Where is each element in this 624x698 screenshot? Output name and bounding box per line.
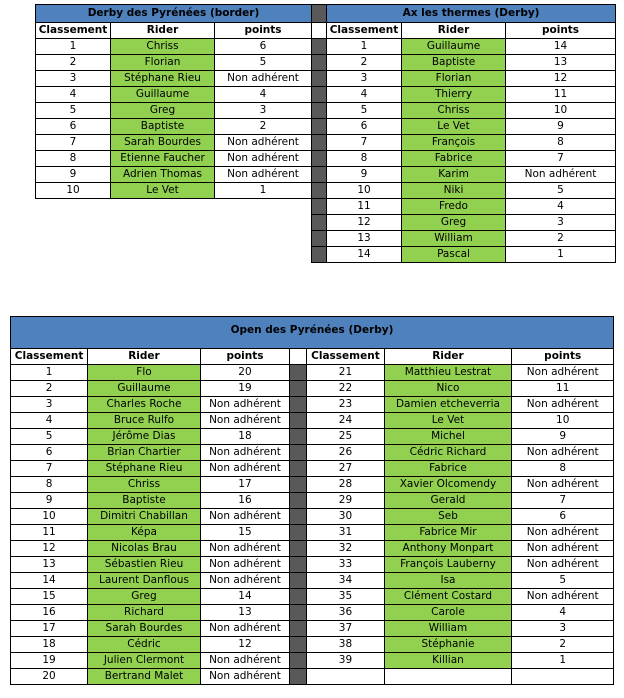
column-separator bbox=[312, 23, 327, 39]
table-row bbox=[11, 509, 614, 525]
rider-cell: Adrien Thomas bbox=[111, 167, 215, 183]
rank-cell: 9 bbox=[36, 167, 111, 183]
rider-cell: Chriss bbox=[111, 39, 215, 55]
table-row bbox=[11, 397, 614, 413]
empty-cell bbox=[111, 231, 215, 247]
column-separator bbox=[312, 199, 327, 215]
col-header-rider: Rider bbox=[384, 349, 512, 365]
column-separator bbox=[290, 477, 307, 493]
points-cell: Non adhérent bbox=[215, 71, 312, 87]
rank-cell: 5 bbox=[36, 103, 111, 119]
rider-cell: Fredo bbox=[402, 199, 506, 215]
rank-cell: 36 bbox=[307, 605, 384, 621]
points-cell: 13 bbox=[506, 55, 616, 71]
rider-cell: Florian bbox=[402, 71, 506, 87]
points-cell: Non adhérent bbox=[200, 509, 289, 525]
rank-cell: 22 bbox=[307, 381, 384, 397]
points-cell: Non adhérent bbox=[215, 167, 312, 183]
rank-cell: 39 bbox=[307, 653, 384, 669]
rank-cell: 13 bbox=[327, 231, 402, 247]
empty-cell bbox=[215, 231, 312, 247]
rank-cell: 4 bbox=[11, 413, 88, 429]
table-row bbox=[36, 39, 616, 55]
points-cell: 3 bbox=[215, 103, 312, 119]
rank-cell: 17 bbox=[11, 621, 88, 637]
rank-cell: 18 bbox=[11, 637, 88, 653]
points-cell: Non adhérent bbox=[512, 541, 614, 557]
points-cell: 8 bbox=[512, 461, 614, 477]
rank-cell: 8 bbox=[36, 151, 111, 167]
column-separator bbox=[290, 525, 307, 541]
empty-cell bbox=[384, 669, 512, 685]
rank-cell: 14 bbox=[11, 573, 88, 589]
rider-cell: Le Vet bbox=[384, 413, 512, 429]
empty-cell bbox=[36, 199, 111, 215]
rider-cell: Thierry bbox=[402, 87, 506, 103]
rank-cell: 7 bbox=[11, 461, 88, 477]
open-derby-title: Open des Pyrénées (Derby) bbox=[11, 317, 614, 349]
table-row bbox=[36, 215, 616, 231]
table-row bbox=[36, 71, 616, 87]
table-row bbox=[36, 231, 616, 247]
points-cell: 5 bbox=[215, 55, 312, 71]
empty-cell bbox=[111, 215, 215, 231]
rider-cell: Chriss bbox=[402, 103, 506, 119]
points-cell: 11 bbox=[512, 381, 614, 397]
column-separator bbox=[290, 605, 307, 621]
col-header-points: points bbox=[506, 23, 616, 39]
col-header-classement: Classement bbox=[327, 23, 402, 39]
rider-cell: Isa bbox=[384, 573, 512, 589]
rider-cell: Nicolas Brau bbox=[88, 541, 201, 557]
table-row bbox=[36, 167, 616, 183]
rider-cell: Xavier Olcomendy bbox=[384, 477, 512, 493]
column-separator bbox=[290, 621, 307, 637]
table-row bbox=[36, 135, 616, 151]
points-cell: Non adhérent bbox=[200, 557, 289, 573]
table-row bbox=[11, 477, 614, 493]
table-row bbox=[11, 541, 614, 557]
column-separator bbox=[290, 509, 307, 525]
points-cell: 3 bbox=[506, 215, 616, 231]
rank-cell: 19 bbox=[11, 653, 88, 669]
col-header-points: points bbox=[200, 349, 289, 365]
rank-cell: 3 bbox=[36, 71, 111, 87]
ax-derby-title: Ax les thermes (Derby) bbox=[327, 5, 616, 23]
empty-cell bbox=[307, 669, 384, 685]
points-cell: Non adhérent bbox=[200, 669, 289, 685]
col-header-classement: Classement bbox=[36, 23, 111, 39]
rider-cell: Stéphane Rieu bbox=[88, 461, 201, 477]
column-separator bbox=[312, 135, 327, 151]
rider-cell: Le Vet bbox=[402, 119, 506, 135]
rank-cell: 37 bbox=[307, 621, 384, 637]
empty-cell bbox=[215, 247, 312, 263]
column-separator bbox=[290, 637, 307, 653]
rank-cell: 13 bbox=[11, 557, 88, 573]
table-row bbox=[11, 381, 614, 397]
rider-cell: Bertrand Malet bbox=[88, 669, 201, 685]
rider-cell: Fabrice bbox=[402, 151, 506, 167]
points-cell: 13 bbox=[200, 605, 289, 621]
points-cell: 16 bbox=[200, 493, 289, 509]
points-cell: Non adhérent bbox=[512, 365, 614, 381]
rider-cell: François Lauberny bbox=[384, 557, 512, 573]
rank-cell: 24 bbox=[307, 413, 384, 429]
points-cell: 11 bbox=[506, 87, 616, 103]
rank-cell: 28 bbox=[307, 477, 384, 493]
rider-cell: Guillaume bbox=[111, 87, 215, 103]
rank-cell: 8 bbox=[11, 477, 88, 493]
table-row bbox=[11, 429, 614, 445]
rank-cell: 21 bbox=[307, 365, 384, 381]
rank-cell: 11 bbox=[327, 199, 402, 215]
table-row bbox=[11, 461, 614, 477]
rank-cell: 30 bbox=[307, 509, 384, 525]
points-cell: 14 bbox=[200, 589, 289, 605]
rider-cell: Clément Costard bbox=[384, 589, 512, 605]
table-row bbox=[36, 55, 616, 71]
points-cell: 3 bbox=[512, 621, 614, 637]
rider-cell: Jérôme Dias bbox=[88, 429, 201, 445]
points-cell: Non adhérent bbox=[200, 397, 289, 413]
rider-cell: Greg bbox=[111, 103, 215, 119]
rank-cell: 3 bbox=[11, 397, 88, 413]
column-separator bbox=[290, 349, 307, 365]
rider-cell: Dimitri Chabillan bbox=[88, 509, 201, 525]
points-cell: 2 bbox=[512, 637, 614, 653]
rank-cell: 8 bbox=[327, 151, 402, 167]
points-cell: 6 bbox=[215, 39, 312, 55]
column-separator bbox=[290, 429, 307, 445]
rider-cell: Guillaume bbox=[88, 381, 201, 397]
points-cell: Non adhérent bbox=[512, 557, 614, 573]
points-cell: 7 bbox=[506, 151, 616, 167]
rider-cell: Stéphanie bbox=[384, 637, 512, 653]
points-cell: 4 bbox=[215, 87, 312, 103]
column-separator bbox=[312, 215, 327, 231]
column-separator bbox=[312, 55, 327, 71]
rank-cell: 2 bbox=[11, 381, 88, 397]
column-separator bbox=[312, 231, 327, 247]
table-row bbox=[11, 413, 614, 429]
rank-cell: 5 bbox=[327, 103, 402, 119]
rank-cell: 16 bbox=[11, 605, 88, 621]
column-separator bbox=[290, 557, 307, 573]
empty-cell bbox=[36, 215, 111, 231]
rider-cell: Bruce Rulfo bbox=[88, 413, 201, 429]
rank-cell: 26 bbox=[307, 445, 384, 461]
rider-cell: Niki bbox=[402, 183, 506, 199]
table-row bbox=[11, 637, 614, 653]
col-header-points: points bbox=[512, 349, 614, 365]
points-cell: 17 bbox=[200, 477, 289, 493]
rank-cell: 6 bbox=[11, 445, 88, 461]
rider-cell: William bbox=[384, 621, 512, 637]
rank-cell: 4 bbox=[327, 87, 402, 103]
column-separator bbox=[312, 5, 327, 23]
points-cell: 10 bbox=[506, 103, 616, 119]
rank-cell: 23 bbox=[307, 397, 384, 413]
points-cell: Non adhérent bbox=[512, 477, 614, 493]
table-row bbox=[36, 87, 616, 103]
rider-cell: Sarah Bourdes bbox=[88, 621, 201, 637]
rider-cell: Képa bbox=[88, 525, 201, 541]
rider-cell: Flo bbox=[88, 365, 201, 381]
rank-cell: 14 bbox=[327, 247, 402, 263]
rider-cell: Le Vet bbox=[111, 183, 215, 199]
rider-cell: Guillaume bbox=[402, 39, 506, 55]
column-separator bbox=[290, 669, 307, 685]
table-row bbox=[11, 589, 614, 605]
table-row bbox=[36, 103, 616, 119]
points-cell: 1 bbox=[215, 183, 312, 199]
open-results-table bbox=[10, 316, 614, 685]
rider-cell: William bbox=[402, 231, 506, 247]
points-cell: Non adhérent bbox=[200, 541, 289, 557]
table-row bbox=[36, 199, 616, 215]
rank-cell: 33 bbox=[307, 557, 384, 573]
column-separator bbox=[312, 167, 327, 183]
table-row bbox=[36, 183, 616, 199]
table-row bbox=[11, 365, 614, 381]
points-cell: 2 bbox=[215, 119, 312, 135]
column-separator bbox=[290, 653, 307, 669]
rank-cell: 7 bbox=[327, 135, 402, 151]
rider-cell: Seb bbox=[384, 509, 512, 525]
table-row bbox=[11, 605, 614, 621]
column-separator bbox=[290, 573, 307, 589]
points-cell: 20 bbox=[200, 365, 289, 381]
rider-cell: Etienne Faucher bbox=[111, 151, 215, 167]
column-separator bbox=[290, 461, 307, 477]
points-cell: Non adhérent bbox=[200, 461, 289, 477]
rider-cell: Julien Clermont bbox=[88, 653, 201, 669]
points-cell: Non adhérent bbox=[200, 653, 289, 669]
column-separator bbox=[312, 87, 327, 103]
col-header-rider: Rider bbox=[88, 349, 201, 365]
column-separator bbox=[312, 151, 327, 167]
points-cell: Non adhérent bbox=[200, 445, 289, 461]
rank-cell: 32 bbox=[307, 541, 384, 557]
rank-cell: 1 bbox=[36, 39, 111, 55]
table-row bbox=[11, 445, 614, 461]
rider-cell: Michel bbox=[384, 429, 512, 445]
points-cell: 4 bbox=[506, 199, 616, 215]
rank-cell: 2 bbox=[36, 55, 111, 71]
rider-cell: François bbox=[402, 135, 506, 151]
empty-cell bbox=[512, 669, 614, 685]
rider-cell: Richard bbox=[88, 605, 201, 621]
points-cell: 12 bbox=[506, 71, 616, 87]
rank-cell: 15 bbox=[11, 589, 88, 605]
empty-cell bbox=[215, 199, 312, 215]
rider-cell: Karim bbox=[402, 167, 506, 183]
rank-cell: 10 bbox=[11, 509, 88, 525]
rider-cell: Charles Roche bbox=[88, 397, 201, 413]
col-header-rider: Rider bbox=[402, 23, 506, 39]
table-row bbox=[11, 653, 614, 669]
points-cell: Non adhérent bbox=[512, 525, 614, 541]
points-cell: 14 bbox=[506, 39, 616, 55]
points-cell: Non adhérent bbox=[200, 413, 289, 429]
points-cell: 7 bbox=[512, 493, 614, 509]
rank-cell: 5 bbox=[11, 429, 88, 445]
rider-cell: Cédric Richard bbox=[384, 445, 512, 461]
table-row bbox=[11, 669, 614, 685]
rider-cell: Sarah Bourdes bbox=[111, 135, 215, 151]
rank-cell: 2 bbox=[327, 55, 402, 71]
points-cell: 2 bbox=[506, 231, 616, 247]
points-cell: 4 bbox=[512, 605, 614, 621]
table-row bbox=[11, 573, 614, 589]
column-separator bbox=[312, 39, 327, 55]
table-row bbox=[36, 247, 616, 263]
rank-cell: 6 bbox=[327, 119, 402, 135]
rider-cell: Chriss bbox=[88, 477, 201, 493]
rank-cell: 6 bbox=[36, 119, 111, 135]
empty-cell bbox=[36, 231, 111, 247]
rider-cell: Fabrice Mir bbox=[384, 525, 512, 541]
rider-cell: Gerald bbox=[384, 493, 512, 509]
rank-cell: 10 bbox=[36, 183, 111, 199]
rank-cell: 12 bbox=[11, 541, 88, 557]
table-row bbox=[36, 151, 616, 167]
rider-cell: Carole bbox=[384, 605, 512, 621]
points-cell: 1 bbox=[506, 247, 616, 263]
empty-cell bbox=[111, 199, 215, 215]
rider-cell: Stéphane Rieu bbox=[111, 71, 215, 87]
column-separator bbox=[290, 541, 307, 557]
empty-cell bbox=[215, 215, 312, 231]
points-cell: 19 bbox=[200, 381, 289, 397]
rank-cell: 27 bbox=[307, 461, 384, 477]
table-row bbox=[36, 119, 616, 135]
rider-cell: Baptiste bbox=[88, 493, 201, 509]
rank-cell: 20 bbox=[11, 669, 88, 685]
column-separator bbox=[312, 119, 327, 135]
rank-cell: 12 bbox=[327, 215, 402, 231]
table-row bbox=[11, 525, 614, 541]
rank-cell: 9 bbox=[327, 167, 402, 183]
rank-cell: 1 bbox=[327, 39, 402, 55]
points-cell: 6 bbox=[512, 509, 614, 525]
rider-cell: Damien etcheverria bbox=[384, 397, 512, 413]
rank-cell: 31 bbox=[307, 525, 384, 541]
rider-cell: Killian bbox=[384, 653, 512, 669]
column-separator bbox=[312, 183, 327, 199]
rider-cell: Florian bbox=[111, 55, 215, 71]
rank-cell: 29 bbox=[307, 493, 384, 509]
derby-border-title: Derby des Pyrénées (border) bbox=[36, 5, 312, 23]
points-cell: 5 bbox=[506, 183, 616, 199]
points-cell: Non adhérent bbox=[215, 135, 312, 151]
rider-cell: Greg bbox=[88, 589, 201, 605]
col-header-rider: Rider bbox=[111, 23, 215, 39]
empty-cell bbox=[111, 247, 215, 263]
column-separator bbox=[290, 381, 307, 397]
col-header-classement: Classement bbox=[11, 349, 88, 365]
points-cell: 18 bbox=[200, 429, 289, 445]
rider-cell: Matthieu Lestrat bbox=[384, 365, 512, 381]
rank-cell: 38 bbox=[307, 637, 384, 653]
points-cell: 8 bbox=[506, 135, 616, 151]
rank-cell: 10 bbox=[327, 183, 402, 199]
rider-cell: Brian Chartier bbox=[88, 445, 201, 461]
empty-cell bbox=[36, 247, 111, 263]
table-row bbox=[11, 557, 614, 573]
rank-cell: 25 bbox=[307, 429, 384, 445]
rank-cell: 34 bbox=[307, 573, 384, 589]
points-cell: Non adhérent bbox=[512, 445, 614, 461]
table-row bbox=[11, 493, 614, 509]
points-cell: Non adhérent bbox=[200, 573, 289, 589]
rank-cell: 35 bbox=[307, 589, 384, 605]
rider-cell: Anthony Monpart bbox=[384, 541, 512, 557]
column-separator bbox=[290, 365, 307, 381]
column-separator bbox=[290, 493, 307, 509]
points-cell: 15 bbox=[200, 525, 289, 541]
points-cell: Non adhérent bbox=[512, 589, 614, 605]
rider-cell: Sébastien Rieu bbox=[88, 557, 201, 573]
rider-cell: Baptiste bbox=[402, 55, 506, 71]
rider-cell: Laurent Danflous bbox=[88, 573, 201, 589]
points-cell: 10 bbox=[512, 413, 614, 429]
points-cell: 9 bbox=[506, 119, 616, 135]
rider-cell: Nico bbox=[384, 381, 512, 397]
points-cell: 5 bbox=[512, 573, 614, 589]
points-cell: Non adhérent bbox=[200, 621, 289, 637]
rank-cell: 11 bbox=[11, 525, 88, 541]
column-separator bbox=[312, 71, 327, 87]
top-results-table bbox=[35, 4, 616, 263]
points-cell: 12 bbox=[200, 637, 289, 653]
points-cell: Non adhérent bbox=[506, 167, 616, 183]
column-separator bbox=[290, 413, 307, 429]
rider-cell: Pascal bbox=[402, 247, 506, 263]
column-separator bbox=[290, 589, 307, 605]
col-header-classement: Classement bbox=[307, 349, 384, 365]
points-cell: Non adhérent bbox=[215, 151, 312, 167]
rider-cell: Greg bbox=[402, 215, 506, 231]
rank-cell: 7 bbox=[36, 135, 111, 151]
column-separator bbox=[312, 247, 327, 263]
points-cell: Non adhérent bbox=[512, 397, 614, 413]
col-header-points: points bbox=[215, 23, 312, 39]
points-cell: 1 bbox=[512, 653, 614, 669]
table-row bbox=[11, 621, 614, 637]
column-separator bbox=[312, 103, 327, 119]
rank-cell: 9 bbox=[11, 493, 88, 509]
rank-cell: 1 bbox=[11, 365, 88, 381]
rider-cell: Baptiste bbox=[111, 119, 215, 135]
rider-cell: Cédric bbox=[88, 637, 201, 653]
column-separator bbox=[290, 397, 307, 413]
rank-cell: 3 bbox=[327, 71, 402, 87]
rider-cell: Fabrice bbox=[384, 461, 512, 477]
points-cell: 9 bbox=[512, 429, 614, 445]
column-separator bbox=[290, 445, 307, 461]
rank-cell: 4 bbox=[36, 87, 111, 103]
